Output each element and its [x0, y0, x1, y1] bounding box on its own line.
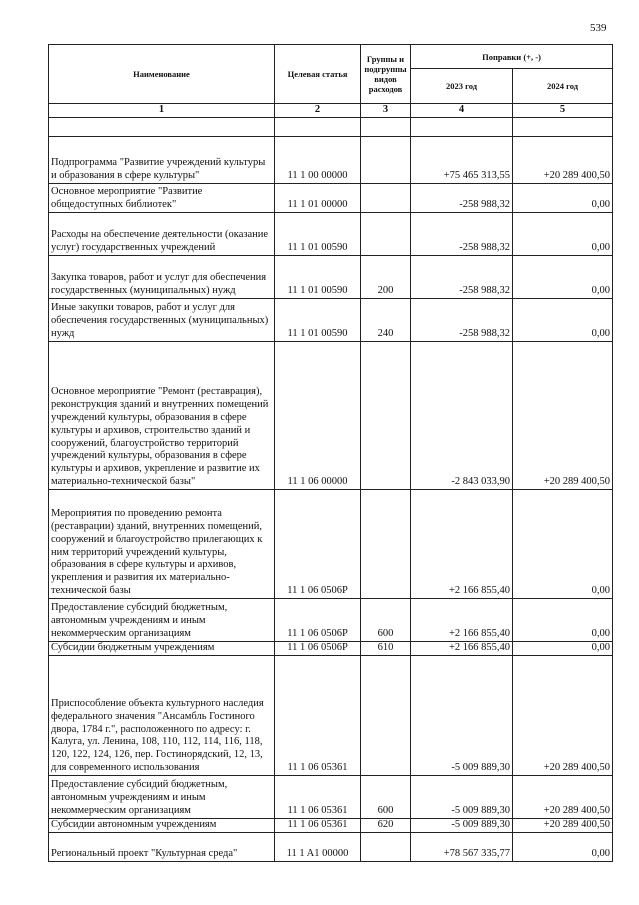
row-amount-2023: +2 166 855,40	[411, 598, 513, 641]
row-amount-2023: +78 567 335,77	[411, 832, 513, 861]
row-target-code: 11 1 06 00000	[275, 341, 361, 489]
row-name: Субсидии автономным учреждениям	[49, 818, 275, 832]
row-amount-2023: -5 009 889,30	[411, 818, 513, 832]
table-row	[49, 183, 613, 212]
column-number-row	[49, 104, 613, 118]
row-group-code	[361, 832, 411, 861]
row-name: Основное мероприятие "Развитие общедоступных библиотек"	[49, 183, 275, 212]
row-group-code: 620	[361, 818, 411, 832]
row-group-code	[361, 341, 411, 489]
row-amount-2023: -258 988,32	[411, 255, 513, 298]
table-row	[49, 598, 613, 641]
row-name: Региональный проект "Культурная среда"	[49, 832, 275, 861]
table-row	[49, 832, 613, 861]
row-group-code	[361, 136, 411, 183]
row-name: Закупка товаров, работ и услуг для обеспечения государственных (муниципальных) нужд	[49, 255, 275, 298]
row-amount-2023: +75 465 313,55	[411, 136, 513, 183]
row-target-code: 11 1 A1 00000	[275, 832, 361, 861]
row-amount-2024: +20 289 400,50	[513, 341, 613, 489]
row-target-code: 11 1 00 00000	[275, 136, 361, 183]
table-row	[49, 341, 613, 489]
budget-table	[48, 44, 613, 862]
row-target-code: 11 1 06 05361	[275, 775, 361, 818]
page-number: 539	[590, 22, 607, 34]
row-amount-2024: 0,00	[513, 489, 613, 598]
header-year-2024: 2024 год	[513, 69, 613, 104]
row-target-code: 11 1 01 00590	[275, 255, 361, 298]
row-group-code	[361, 655, 411, 775]
row-name: Предоставление субсидий бюджетным, автономным учреждениям и иным некоммерческим организациям	[49, 598, 275, 641]
row-amount-2023: -258 988,32	[411, 298, 513, 341]
table-row	[49, 298, 613, 341]
header-name: Наименование	[49, 45, 275, 104]
row-target-code: 11 1 01 00590	[275, 298, 361, 341]
column-number: 5	[513, 104, 613, 118]
row-group-code	[361, 489, 411, 598]
row-amount-2024: +20 289 400,50	[513, 136, 613, 183]
header-year-2023: 2023 год	[411, 69, 513, 104]
row-amount-2024: 0,00	[513, 183, 613, 212]
row-amount-2024: +20 289 400,50	[513, 655, 613, 775]
row-amount-2023: -258 988,32	[411, 183, 513, 212]
column-number: 1	[49, 104, 275, 118]
row-amount-2024: 0,00	[513, 298, 613, 341]
row-name: Подпрограмма "Развитие учреждений культуры и образования в сфере культуры"	[49, 136, 275, 183]
table-row	[49, 818, 613, 832]
row-name: Расходы на обеспечение деятельности (оказание услуг) государственных учреждений	[49, 212, 275, 255]
header-group: Группы и подгруппы видов расходов	[361, 45, 411, 104]
row-name: Иные закупки товаров, работ и услуг для обеспечения государственных (муниципальных) нужд	[49, 298, 275, 341]
row-target-code: 11 1 06 05361	[275, 818, 361, 832]
row-amount-2024: 0,00	[513, 598, 613, 641]
table-row	[49, 212, 613, 255]
row-amount-2023: -5 009 889,30	[411, 655, 513, 775]
row-name: Субсидии бюджетным учреждениям	[49, 641, 275, 655]
row-amount-2024: 0,00	[513, 212, 613, 255]
table-body	[49, 117, 613, 861]
row-group-code: 600	[361, 598, 411, 641]
column-number: 2	[275, 104, 361, 118]
row-target-code: 11 1 06 0506Р	[275, 489, 361, 598]
table-row	[49, 255, 613, 298]
row-name: Приспособление объекта культурного наследия федерального значения "Ансамбль Гостиного двора, 1784 г.", расположенного по адресу: г. Калуга, ул. Ленина, 108, 110, 112, 114, 116, 118, 120, 122, 124, 126, пер. Гостинорядский, 12, 13, для современного использования	[49, 655, 275, 775]
row-amount-2024: +20 289 400,50	[513, 818, 613, 832]
row-amount-2023: +2 166 855,40	[411, 489, 513, 598]
row-name: Основное мероприятие "Ремонт (реставрация), реконструкция зданий и внутренних помещений учреждений культуры, образования в сфере культуры и архивов, строительство зданий и сооружений, благоустройство территорий учреждений культуры, образования в сфере культуры и архивов, укрепление и развитие их материально-технической базы"	[49, 341, 275, 489]
row-amount-2024: 0,00	[513, 255, 613, 298]
row-amount-2023: +2 166 855,40	[411, 641, 513, 655]
table-row	[49, 136, 613, 183]
table-row	[49, 489, 613, 598]
row-amount-2023: -258 988,32	[411, 212, 513, 255]
row-target-code: 11 1 01 00000	[275, 183, 361, 212]
row-amount-2024: 0,00	[513, 832, 613, 861]
header-target: Целевая статья	[275, 45, 361, 104]
column-number: 4	[411, 104, 513, 118]
table-row	[49, 641, 613, 655]
row-group-code: 200	[361, 255, 411, 298]
row-group-code: 600	[361, 775, 411, 818]
row-target-code: 11 1 01 00590	[275, 212, 361, 255]
row-name: Мероприятия по проведению ремонта (реставрации) зданий, внутренних помещений, сооружений и благоустройство прилегающих к ним территорий учреждений культуры, образования в сфере культуры и архивов, укрепления и развития их материально-технической базы	[49, 489, 275, 598]
row-amount-2023: -5 009 889,30	[411, 775, 513, 818]
row-amount-2023: -2 843 033,90	[411, 341, 513, 489]
row-name: Предоставление субсидий бюджетным, автономным учреждениям и иным некоммерческим организациям	[49, 775, 275, 818]
table-row	[49, 655, 613, 775]
column-number: 3	[361, 104, 411, 118]
table-row	[49, 775, 613, 818]
row-amount-2024: 0,00	[513, 641, 613, 655]
row-group-code: 610	[361, 641, 411, 655]
row-group-code: 240	[361, 298, 411, 341]
row-target-code: 11 1 06 05361	[275, 655, 361, 775]
header-amendments: Поправки (+, -)	[411, 45, 613, 69]
row-target-code: 11 1 06 0506Р	[275, 598, 361, 641]
spacer-row	[49, 117, 613, 136]
row-group-code	[361, 183, 411, 212]
row-target-code: 11 1 06 0506Р	[275, 641, 361, 655]
row-amount-2024: +20 289 400,50	[513, 775, 613, 818]
row-group-code	[361, 212, 411, 255]
